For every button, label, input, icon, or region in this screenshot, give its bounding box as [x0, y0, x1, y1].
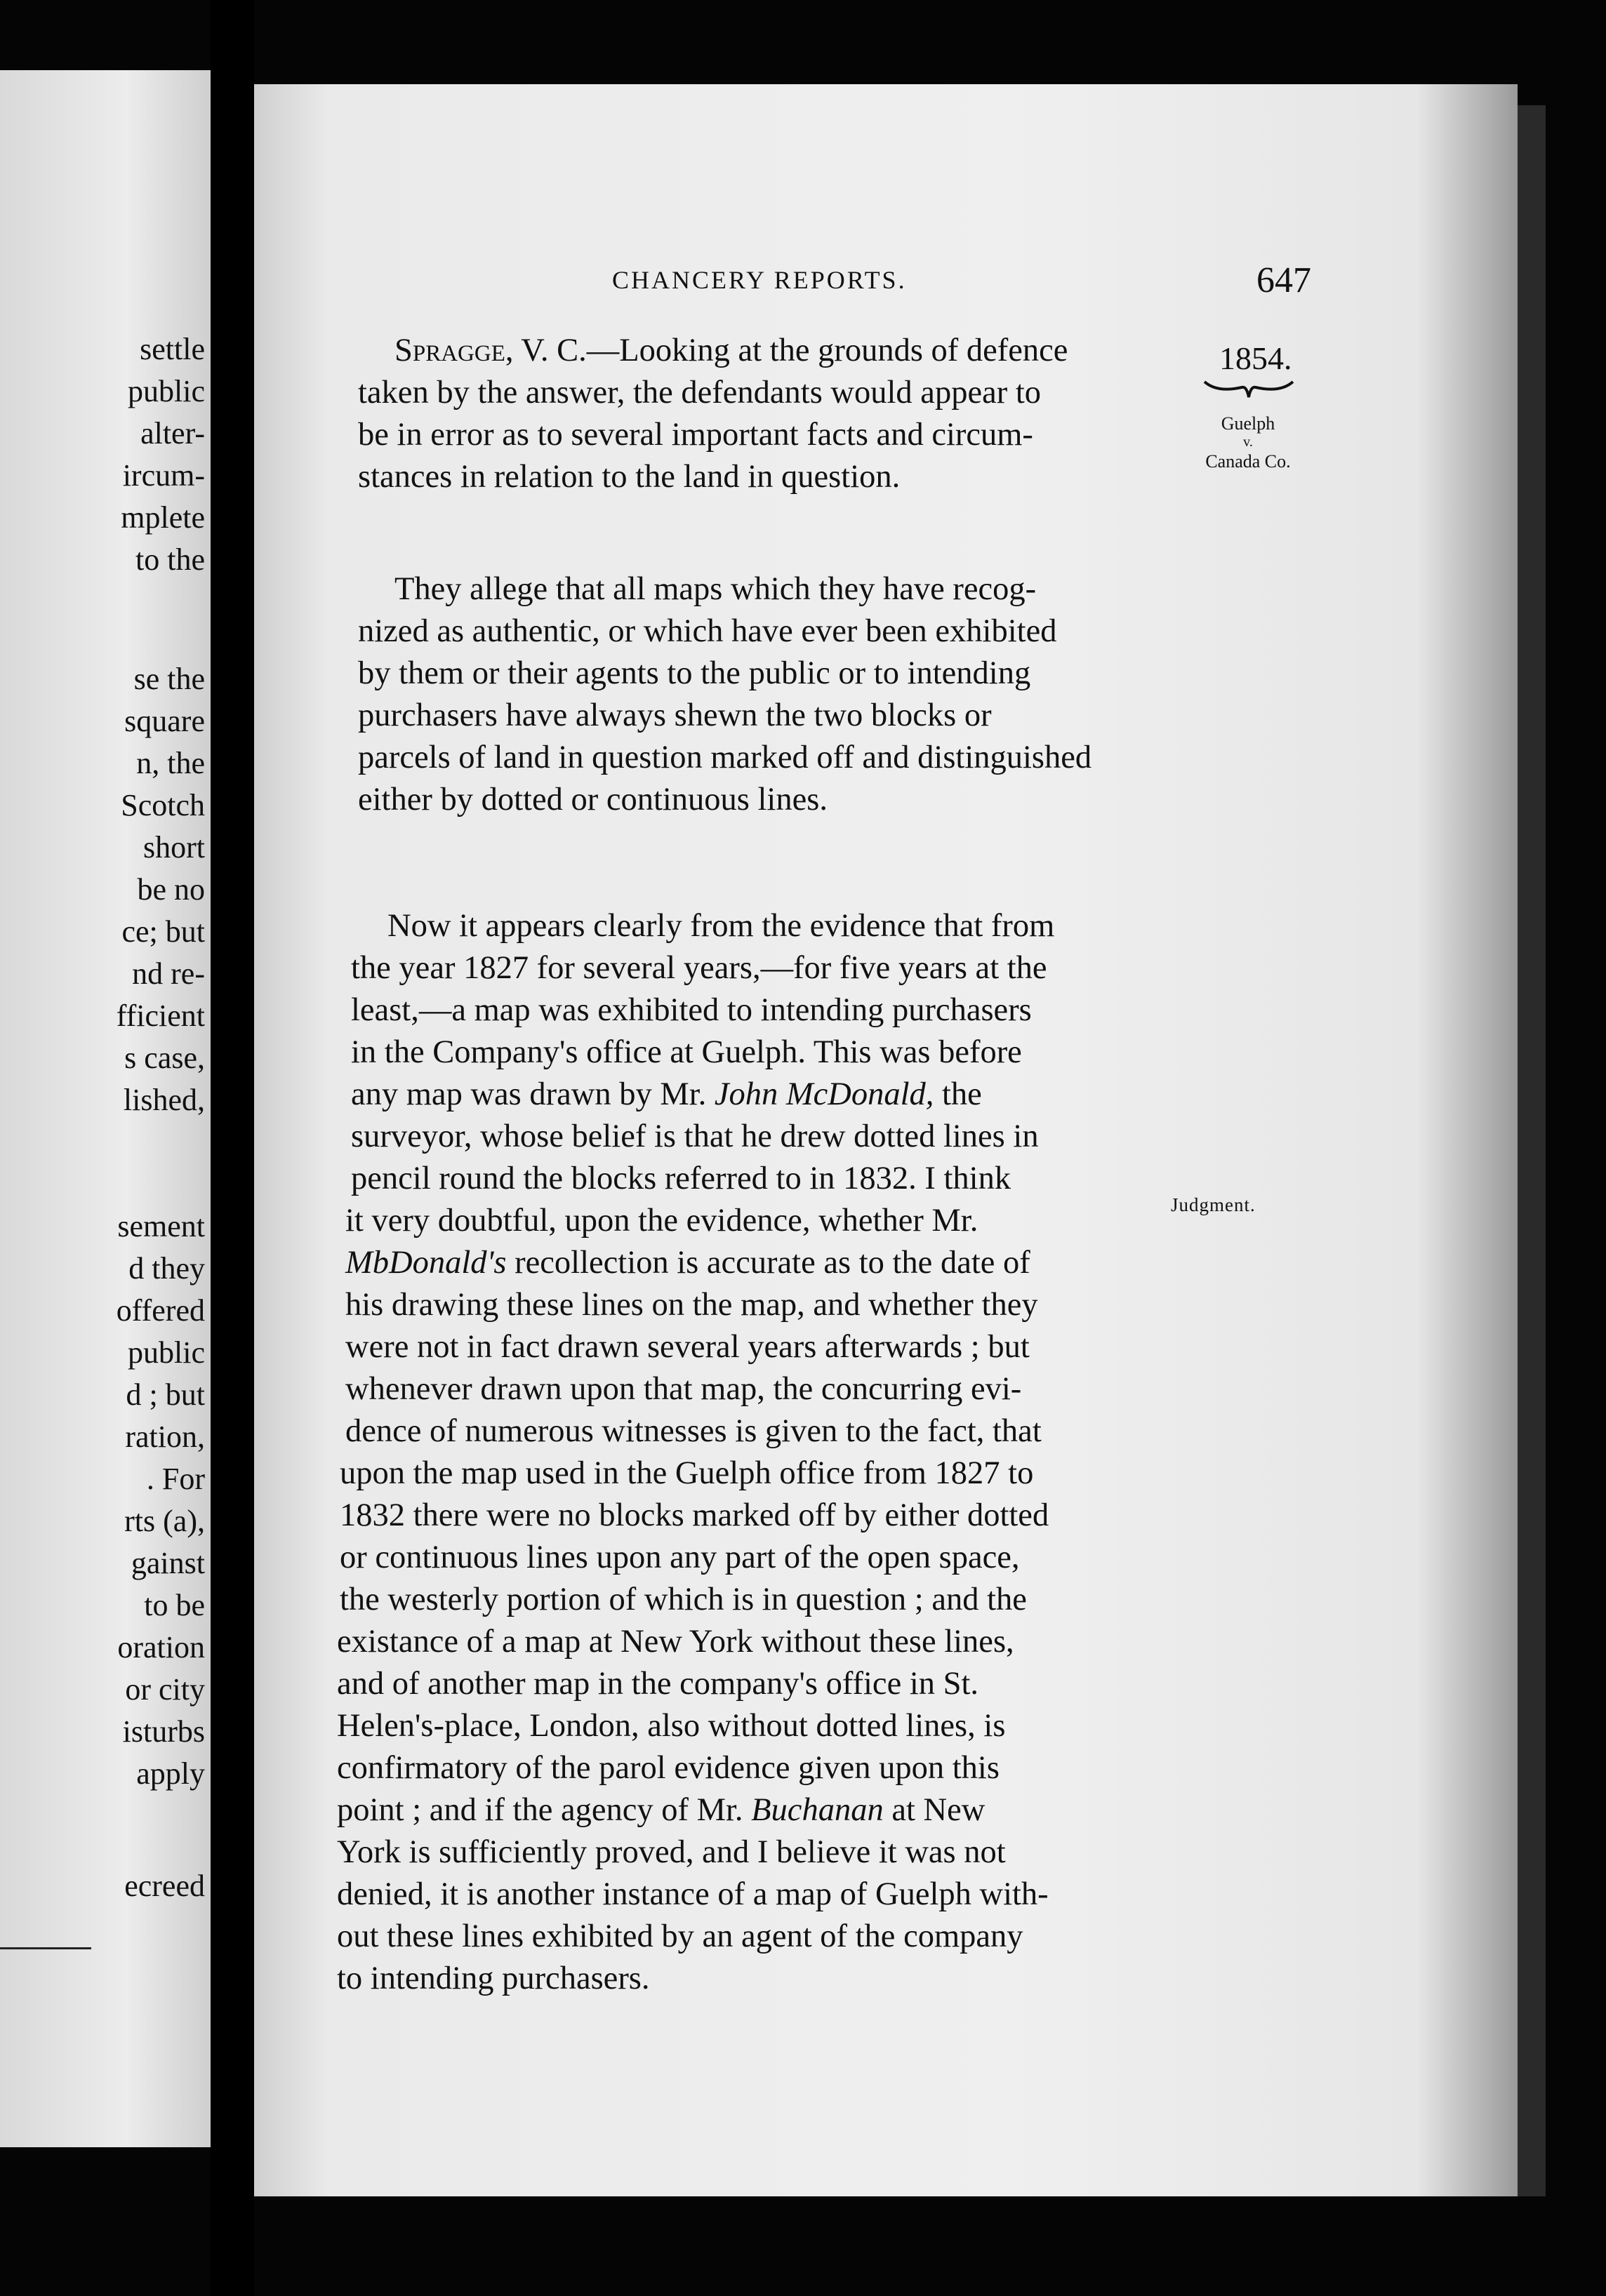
body-line: Helen's-place, London, also without dotted lines, is	[337, 1708, 1006, 1744]
left-page-line: s case,	[124, 1041, 205, 1075]
left-page-line: . For	[146, 1462, 205, 1496]
body-line: stances in relation to the land in question.	[358, 459, 901, 495]
body-line: Now it appears clearly from the evidence that from	[387, 908, 1055, 944]
body-line-text: recollection is accurate as to the date of	[506, 1245, 1030, 1281]
body-line: York is sufficiently proved, and I believe it was not	[337, 1834, 1006, 1870]
left-page-line: public	[128, 374, 205, 408]
book-page	[254, 84, 1518, 2196]
body-line: They allege that all maps which they have recog-	[394, 571, 1037, 607]
body-line	[351, 1074, 982, 1116]
left-page-line: ration,	[125, 1420, 205, 1454]
body-line: were not in fact drawn several years afterwards ; but	[345, 1329, 1030, 1365]
left-page-line: public	[128, 1335, 205, 1370]
body-line: 1832 there were no blocks marked off by either dotted	[340, 1497, 1049, 1533]
left-page-line: mplete	[121, 500, 205, 535]
left-page-line: sement	[117, 1209, 205, 1243]
body-line: upon the map used in the Guelph office from 1827 to	[340, 1455, 1034, 1491]
left-page-line: ce; but	[121, 914, 205, 949]
left-page-line: to be	[144, 1588, 205, 1622]
left-page-line: ecreed	[124, 1869, 205, 1903]
body-line: parcels of land in question marked off and distinguished	[358, 740, 1092, 775]
left-page-line: rts (a),	[124, 1504, 205, 1538]
body-line: surveyor, whose belief is that he drew dotted lines in	[351, 1119, 1039, 1154]
left-page-line: settle	[140, 332, 205, 366]
body-line: the westerly portion of which is in question ; and the	[340, 1582, 1027, 1617]
margin-year: 1854.	[1219, 340, 1292, 376]
body-line: in the Company's office at Guelph. This was before	[351, 1034, 1022, 1070]
body-line: it very doubtful, upon the evidence, whether Mr.	[345, 1203, 978, 1239]
body-line: least,—a map was exhibited to intending purchasers	[351, 992, 1032, 1028]
body-line: to intending purchasers.	[337, 1961, 650, 1996]
left-page-line: se the	[133, 662, 205, 696]
margin-case-plaintiff: Guelph	[1221, 413, 1275, 434]
left-page-line: nd re-	[132, 956, 205, 991]
body-line: the year 1827 for several years,—for five years at the	[351, 950, 1047, 986]
left-page-line: be no	[137, 872, 205, 907]
margin-case-defendant: Canada Co.	[1205, 451, 1291, 472]
left-page-line: isturbs	[122, 1714, 205, 1749]
left-page-line: d they	[128, 1251, 205, 1286]
book-gutter	[211, 0, 254, 2296]
body-line: taken by the answer, the defendants would appear to	[358, 375, 1042, 411]
left-facing-page	[0, 70, 211, 2147]
page-edge-shadow	[1518, 105, 1546, 2196]
body-line	[345, 1242, 1030, 1284]
left-page-line: fficient	[116, 999, 205, 1033]
margin-case-versus: v.	[1243, 434, 1253, 450]
person-name: MbDonald's	[345, 1245, 507, 1281]
body-line: purchasers have always shewn the two blocks or	[358, 698, 992, 733]
left-page-line: short	[143, 830, 205, 865]
person-name: Buchanan	[751, 1792, 884, 1828]
body-line: out these lines exhibited by an agent of the company	[337, 1918, 1023, 1954]
running-title: CHANCERY REPORTS.	[612, 266, 907, 294]
margin-brace	[1203, 379, 1294, 400]
body-line-text: any map was drawn by Mr.	[351, 1076, 715, 1112]
left-page-line: lished,	[123, 1083, 205, 1117]
judge-name: Spragge	[394, 333, 505, 368]
body-line: by them or their agents to the public or to intending	[358, 655, 1031, 691]
left-page-line: n, the	[136, 746, 205, 780]
left-page-line: alter-	[140, 416, 205, 450]
page-number: 647	[1256, 260, 1311, 300]
left-page-line: Scotch	[121, 788, 205, 822]
body-line-text: , V. C.—Looking at the grounds of defence	[505, 333, 1068, 368]
body-line	[394, 330, 1068, 372]
body-line: pencil round the blocks referred to in 1832. I think	[351, 1161, 1011, 1196]
body-line: denied, it is another instance of a map of Guelph with-	[337, 1876, 1049, 1912]
body-line: dence of numerous witnesses is given to the fact, that	[345, 1413, 1042, 1449]
body-line: or continuous lines upon any part of the open space,	[340, 1540, 1020, 1575]
body-line: confirmatory of the parol evidence given upon this	[337, 1750, 1000, 1786]
left-page-line: ircum-	[122, 458, 205, 493]
left-page-line: apply	[136, 1756, 205, 1791]
left-page-line: oration	[117, 1630, 205, 1664]
body-line: and of another map in the company's office in St.	[337, 1666, 979, 1702]
body-line: nized as authentic, or which have ever been exhibited	[358, 613, 1057, 649]
left-page-rule	[0, 1947, 91, 1949]
left-page-line: square	[124, 704, 205, 738]
body-line	[337, 1789, 985, 1831]
left-page-line: or city	[125, 1672, 205, 1707]
left-page-line: to the	[135, 542, 205, 577]
body-line-text: at New	[883, 1792, 985, 1828]
body-line: whenever drawn upon that map, the concurring evi-	[345, 1371, 1022, 1407]
body-line-text: the	[934, 1076, 982, 1112]
margin-judgment: Judgment.	[1171, 1194, 1256, 1215]
left-page-line: gainst	[131, 1546, 205, 1580]
body-line-text: point ; and if the agency of Mr.	[337, 1792, 752, 1828]
body-line: be in error as to several important facts and circum-	[358, 417, 1033, 453]
person-name: John McDonald,	[714, 1076, 934, 1112]
body-line: his drawing these lines on the map, and whether they	[345, 1287, 1038, 1323]
body-line: either by dotted or continuous lines.	[358, 782, 828, 817]
body-line: existance of a map at New York without these lines,	[337, 1624, 1014, 1660]
left-page-line: d ; but	[126, 1377, 205, 1412]
left-page-line: offered	[116, 1293, 205, 1328]
